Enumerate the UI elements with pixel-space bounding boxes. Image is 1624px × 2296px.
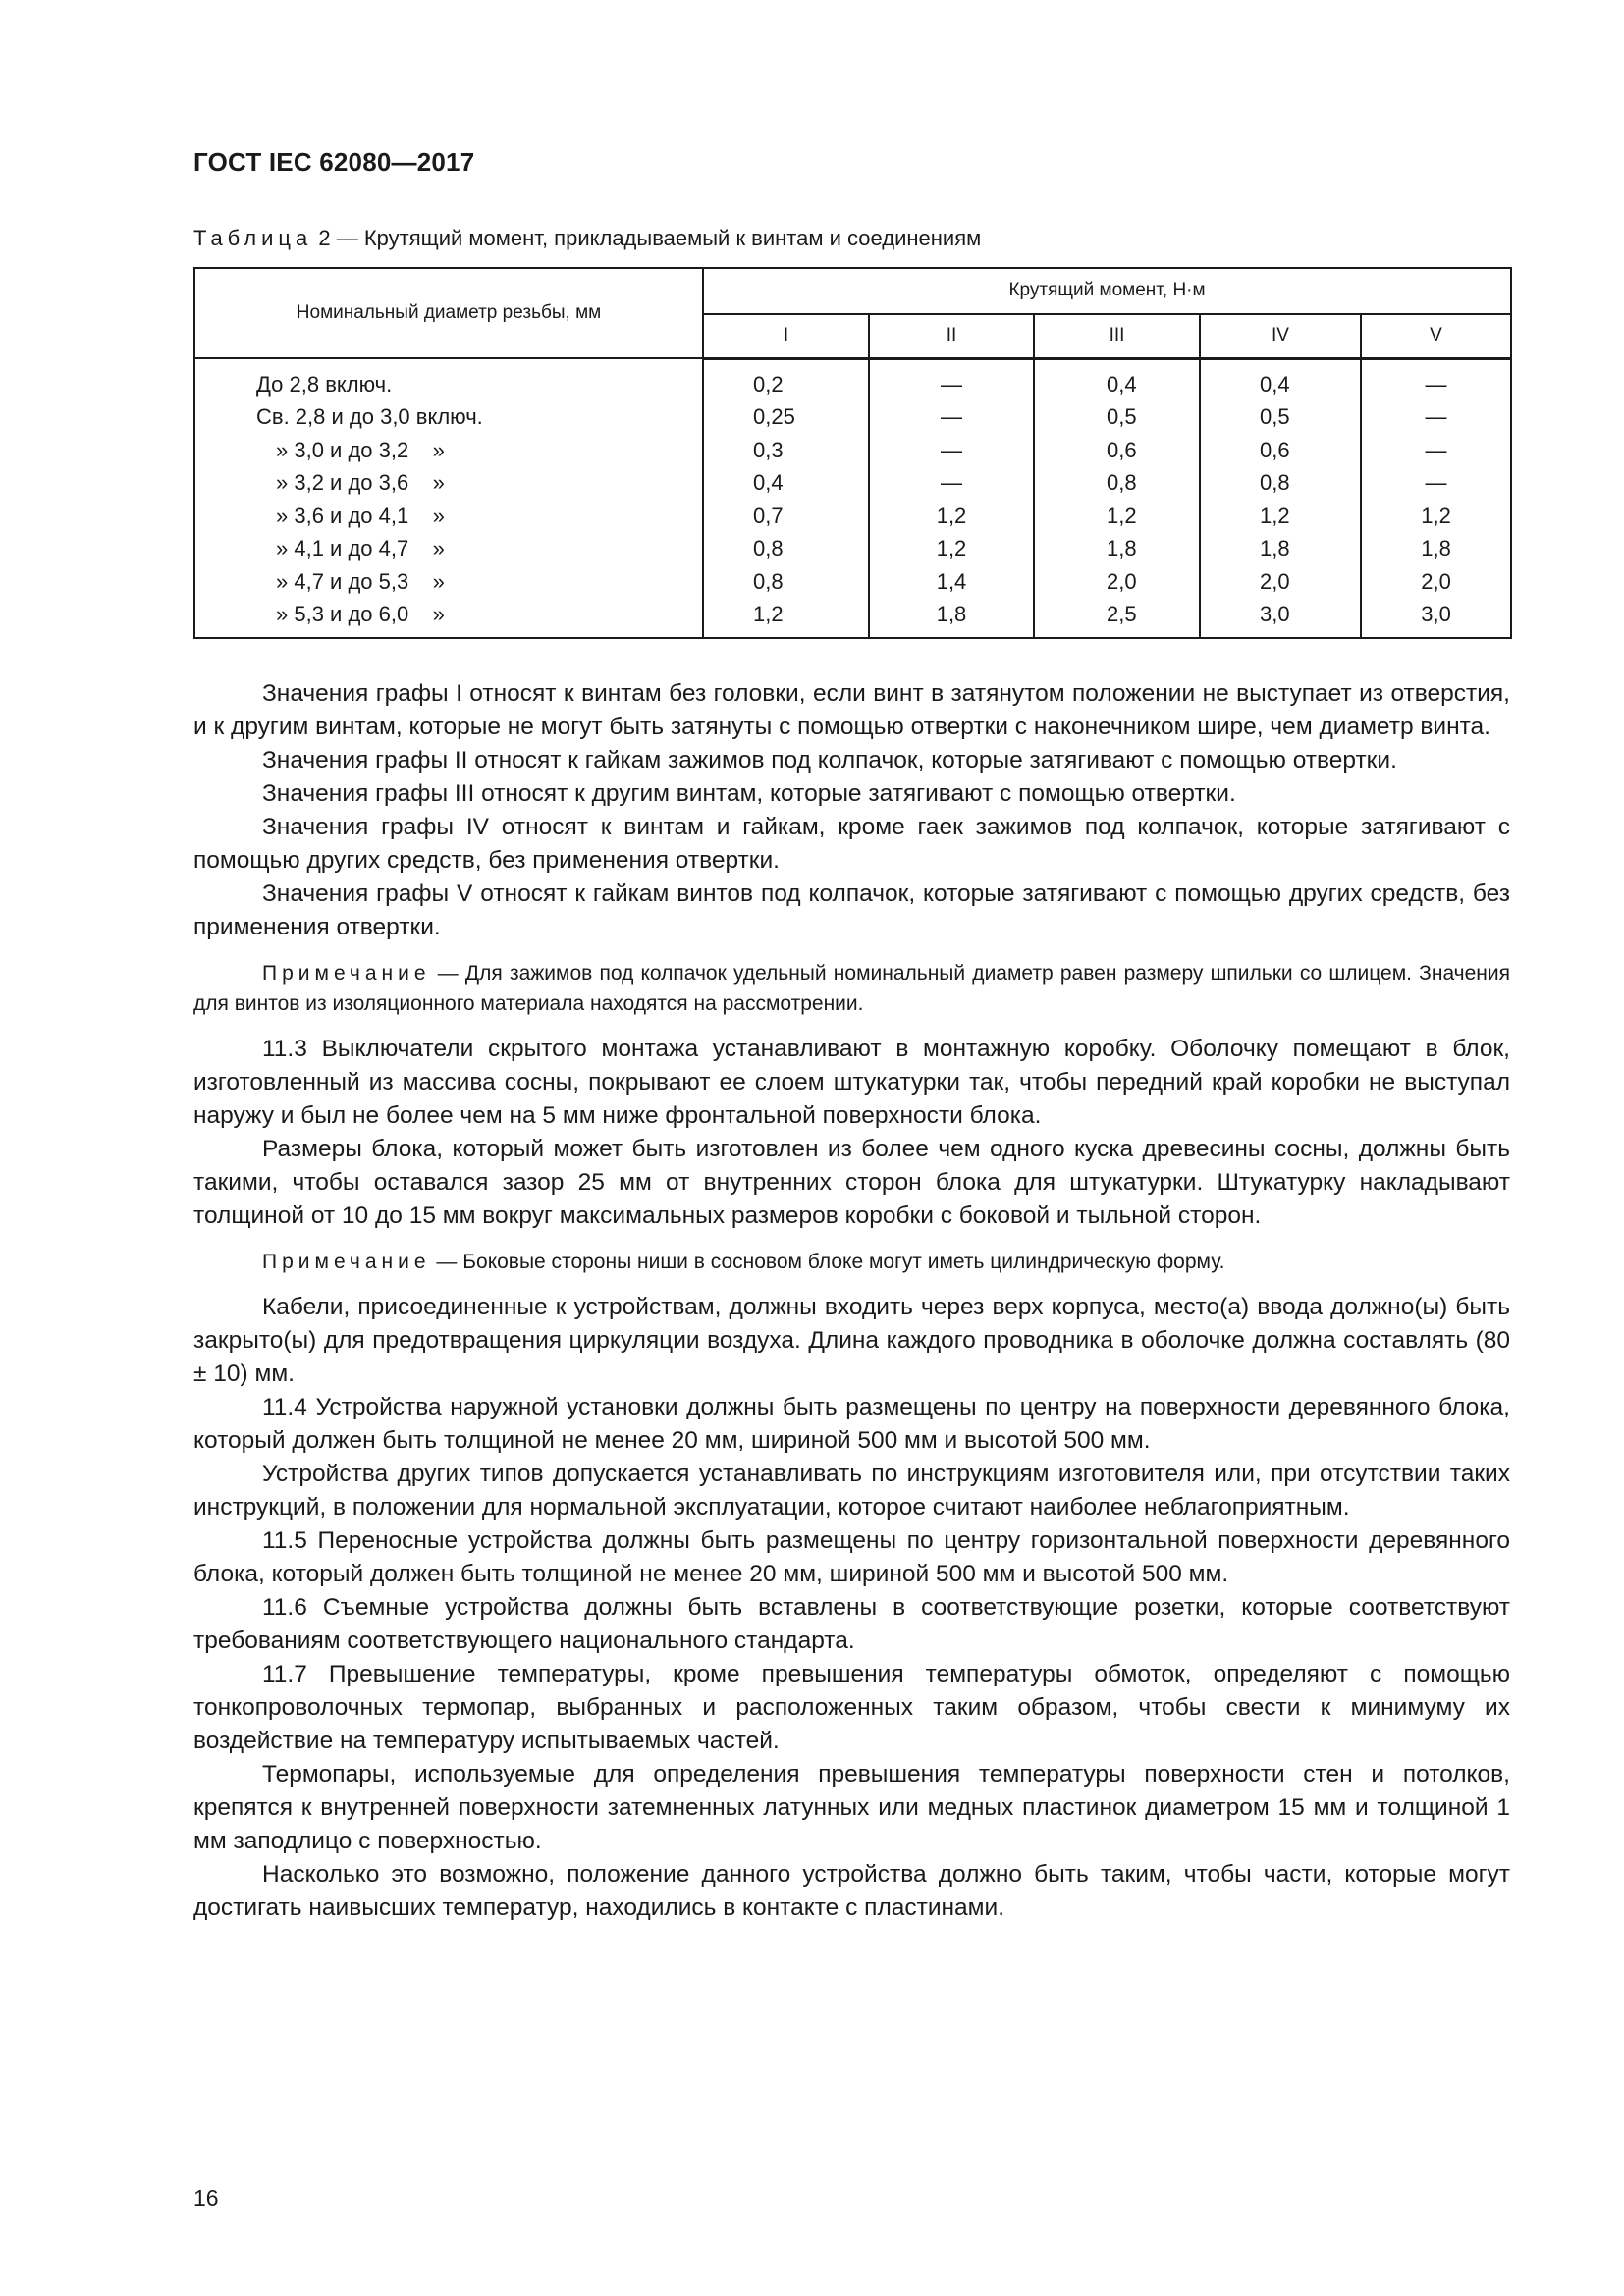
paragraph: Устройства других типов допускается устанавливать по инструкциям изготовителя или, при отсутствии таких инструкций, в положении для нормальной эксплуатации, которое считают наиболее неблагоприятным.: [193, 1461, 1510, 1521]
cell-value: —: [1361, 358, 1511, 400]
table-row: [194, 598, 1511, 638]
table-row: [194, 565, 1511, 599]
paragraph: 11.4 Устройства наружной установки должны быть размещены по центру на поверхности деревянного блока, который должен быть толщиной не менее 20 мм, шириной 500 мм и высотой 500 мм.: [193, 1394, 1510, 1454]
cell-value: 0,25: [703, 400, 869, 434]
cell-diameter-text: » 3,0 и до 3,2 »: [276, 437, 445, 462]
cell-diameter: Св. 2,8 и до 3,0 включ.: [194, 400, 703, 434]
cell-value: 2,0: [1200, 565, 1361, 599]
cell-value: 1,2: [1200, 500, 1361, 533]
cell-value: 1,4: [869, 565, 1034, 599]
cell-diameter: [194, 434, 703, 467]
cell-value: 1,2: [869, 532, 1034, 565]
cell-diameter: [194, 565, 703, 599]
cell-value: 1,2: [703, 598, 869, 638]
cell-value: 0,6: [1034, 434, 1200, 467]
cell-value: 1,2: [1034, 500, 1200, 533]
column-header-v: V: [1361, 314, 1511, 358]
cell-diameter-text: » 5,3 и до 6,0 »: [276, 602, 445, 627]
cell-value: 0,5: [1034, 400, 1200, 434]
cell-value: 1,8: [1200, 532, 1361, 565]
paragraph: 11.5 Переносные устройства должны быть размещены по центру горизонтальной поверхности деревянного блока, который должен быть толщиной не менее 20 мм, шириной 500 мм и высотой 500 мм.: [193, 1527, 1510, 1587]
table-row: [194, 434, 1511, 467]
body-text: [193, 677, 1510, 1925]
cell-value: 0,8: [703, 532, 869, 565]
column-header-iv: IV: [1200, 314, 1361, 358]
cell-value: 0,3: [703, 434, 869, 467]
cell-value: —: [1361, 400, 1511, 434]
column-group-header-torque: Крутящий момент, Н·м: [703, 268, 1511, 314]
torque-table: [193, 267, 1512, 639]
page-number: 16: [193, 2185, 219, 2211]
paragraph: Значения графы V относят к гайкам винтов под колпачок, которые затягивают с помощью других средств, без применения отвертки.: [193, 881, 1510, 940]
table-row: [194, 532, 1511, 565]
note: [193, 1247, 1510, 1277]
cell-value: 2,0: [1361, 565, 1511, 599]
table-caption-text: 2 — Крутящий момент, прикладываемый к винтам и соединениям: [318, 226, 982, 250]
cell-value: 3,0: [1361, 598, 1511, 638]
table-caption-label: Таблица: [193, 226, 313, 250]
paragraph: 11.7 Превышение температуры, кроме превышения температуры обмоток, определяют с помощью тонкопроволочных термопар, выбранных и расположенных таким образом, чтобы свести к минимуму их воздействие на температуру испытываемых частей.: [193, 1661, 1510, 1754]
cell-value: —: [869, 358, 1034, 400]
paragraph: Насколько это возможно, положение данного устройства должно быть таким, чтобы части, которые могут достигать наивысших температур, находились в контакте с пластинами.: [193, 1861, 1510, 1921]
paragraph: Значения графы I относят к винтам без головки, если винт в затянутом положении не выступает из отверстия, и к другим винтам, которые не могут быть затянуты с помощью отвертки с наконечником шире, чем диаметр винта.: [193, 680, 1510, 740]
note-label: Примечание: [262, 962, 431, 985]
note-label: Примечание: [262, 1251, 431, 1273]
paragraph: 11.3 Выключатели скрытого монтажа устанавливают в монтажную коробку. Оболочку помещают в блок, изготовленный из массива сосны, покрывают ее слоем штукатурки так, чтобы передний край коробки не выступал наружу и был не более чем на 5 мм ниже фронтальной поверхности блока.: [193, 1036, 1510, 1129]
cell-diameter: [194, 500, 703, 533]
cell-diameter-text: » 4,1 и до 4,7 »: [276, 536, 445, 561]
paragraph: 11.6 Съемные устройства должны быть вставлены в соответствующие розетки, которые соответствуют требованиям соответствующего национального стандарта.: [193, 1594, 1510, 1654]
note-text: — Боковые стороны ниши в сосновом блоке могут иметь цилиндрическую форму.: [430, 1251, 1225, 1273]
cell-value: —: [869, 466, 1034, 500]
cell-value: 0,8: [1200, 466, 1361, 500]
paragraph: Значения графы III относят к другим винтам, которые затягивают с помощью отвертки.: [262, 780, 1236, 807]
cell-value: 0,4: [1200, 358, 1361, 400]
cell-diameter: [194, 532, 703, 565]
note-text: — Для зажимов под колпачок удельный номинальный диаметр равен размеру шпильки со шлицем. Значения для винтов из изоляционного материала находятся на рассмотрении.: [193, 962, 1510, 1015]
paragraph: Размеры блока, который может быть изготовлен из более чем одного куска древесины сосны, должны быть такими, чтобы оставался зазор 25 мм от внутренних сторон блока для штукатурки. Штукатурку накладывают толщиной от 10 до 15 мм вокруг максимальных размеров коробки с боковой и тыльной сторон.: [193, 1136, 1510, 1229]
cell-value: 0,6: [1200, 434, 1361, 467]
cell-value: 1,8: [1361, 532, 1511, 565]
cell-value: 3,0: [1200, 598, 1361, 638]
cell-value: 0,7: [703, 500, 869, 533]
cell-value: 0,2: [703, 358, 869, 400]
cell-diameter: [194, 466, 703, 500]
note: [193, 958, 1510, 1019]
cell-value: 1,8: [1034, 532, 1200, 565]
cell-value: 0,5: [1200, 400, 1361, 434]
cell-value: —: [869, 400, 1034, 434]
paragraph: Значения графы II относят к гайкам зажимов под колпачок, которые затягивают с помощью отвертки.: [262, 747, 1397, 774]
torque-table-wrapper: [193, 267, 1510, 639]
cell-value: 0,4: [1034, 358, 1200, 400]
cell-value: 0,8: [1034, 466, 1200, 500]
column-header-i: I: [703, 314, 869, 358]
cell-diameter: [194, 598, 703, 638]
cell-diameter: До 2,8 включ.: [194, 358, 703, 400]
document-header: ГОСТ IEC 62080—2017: [193, 147, 475, 177]
cell-diameter-text: » 3,6 и до 4,1 »: [276, 503, 445, 528]
cell-value: 2,0: [1034, 565, 1200, 599]
cell-value: —: [1361, 466, 1511, 500]
paragraph: Значения графы IV относят к винтам и гайкам, кроме гаек зажимов под колпачок, которые затягивают с помощью других средств, без применения отвертки.: [193, 814, 1510, 874]
cell-value: 0,8: [703, 565, 869, 599]
cell-diameter-text: » 3,2 и до 3,6 »: [276, 470, 445, 496]
table-caption: [193, 226, 981, 251]
cell-value: —: [1361, 434, 1511, 467]
column-header-diameter: Номинальный диаметр резьбы, мм: [194, 268, 703, 358]
column-header-iii: III: [1034, 314, 1200, 358]
cell-diameter-text: » 4,7 и до 5,3 »: [276, 568, 445, 594]
cell-value: 2,5: [1034, 598, 1200, 638]
cell-value: 0,4: [703, 466, 869, 500]
paragraph: Кабели, присоединенные к устройствам, должны входить через верх корпуса, место(а) ввода должно(ы) быть закрыто(ы) для предотвращения циркуляции воздуха. Длина каждого проводника в оболочке должна составлять (80 ± 10) мм.: [193, 1294, 1510, 1387]
cell-value: 1,2: [869, 500, 1034, 533]
table-row: [194, 400, 1511, 434]
table-row: [194, 466, 1511, 500]
cell-value: 1,2: [1361, 500, 1511, 533]
cell-value: —: [869, 434, 1034, 467]
table-row: [194, 500, 1511, 533]
column-header-ii: II: [869, 314, 1034, 358]
cell-value: 1,8: [869, 598, 1034, 638]
table-row: [194, 358, 1511, 400]
paragraph: Термопары, используемые для определения превышения температуры поверхности стен и потолков, крепятся к внутренней поверхности затемненных латунных или медных пластинок диаметром 15 мм и толщиной 1 мм заподлицо с поверхностью.: [193, 1761, 1510, 1854]
